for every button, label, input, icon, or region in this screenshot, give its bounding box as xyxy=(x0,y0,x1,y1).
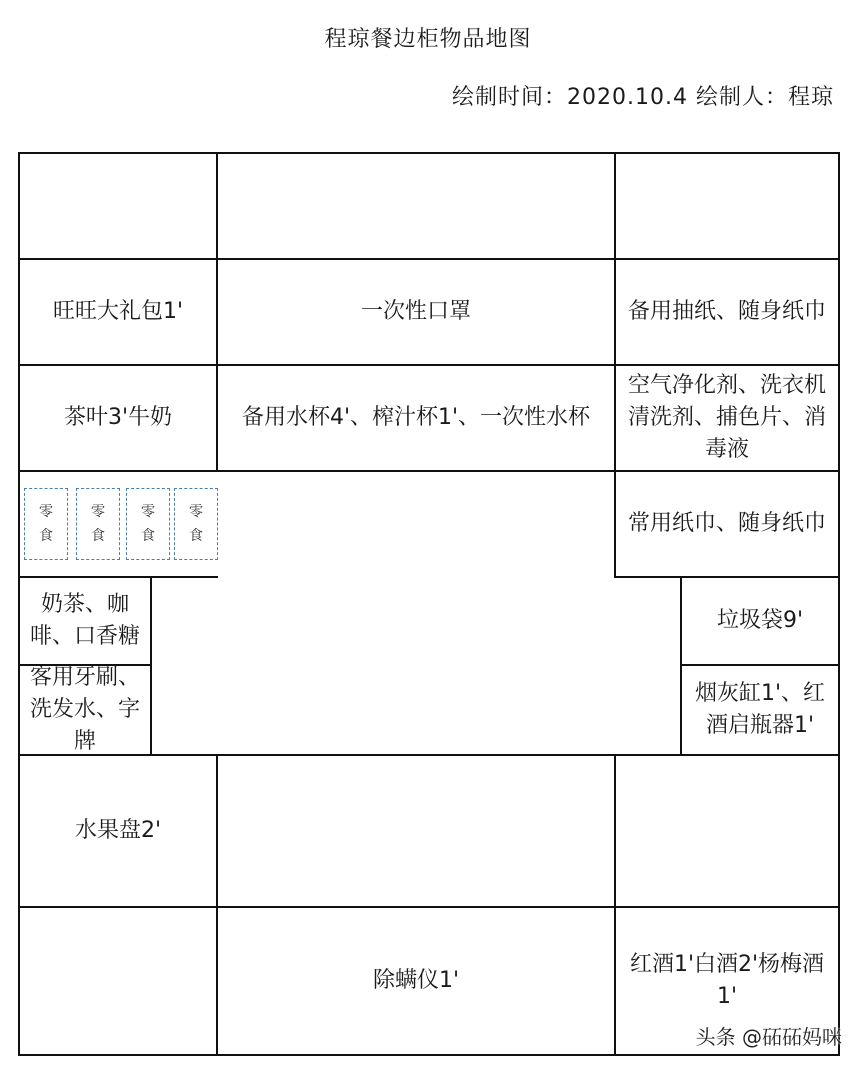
cell-r1-mid xyxy=(216,152,616,260)
cell-r3-left: 茶叶3'牛奶 xyxy=(18,364,218,472)
cell-r7-right xyxy=(614,754,840,908)
snack-label-top: 零 xyxy=(141,504,155,520)
cell-r8-right: 红酒1'白酒2'杨梅酒1' xyxy=(614,906,840,1056)
snack-label-top: 零 xyxy=(39,504,53,520)
cell-r2-left: 旺旺大礼包1' xyxy=(18,258,218,366)
cell-r5-right: 垃圾袋9' xyxy=(680,576,840,666)
cell-r2-mid: 一次性口罩 xyxy=(216,258,616,366)
snack-label-bottom: 食 xyxy=(91,528,105,544)
snack-label-bottom: 食 xyxy=(39,528,53,544)
cell-r2-right: 备用抽纸、随身纸巾 xyxy=(614,258,840,366)
cell-r3-right: 空气净化剂、洗衣机清洗剂、捕色片、消毒液 xyxy=(614,364,840,472)
cell-r1-right xyxy=(614,152,840,260)
cell-r6-right: 烟灰缸1'、红酒启瓶器1' xyxy=(680,664,840,756)
snack-label-bottom: 食 xyxy=(189,528,203,544)
snack-label xyxy=(174,488,218,560)
cell-r3-mid: 备用水杯4'、榨汁杯1'、一次性水杯 xyxy=(216,364,616,472)
cell-r4-right: 常用纸巾、随身纸巾 xyxy=(614,470,840,578)
cell-r7-mid xyxy=(216,754,616,908)
snack-label xyxy=(24,488,68,560)
cell-r5-left: 奶茶、咖啡、口香糖 xyxy=(18,576,152,666)
drawing-meta: 绘制时间：2020.10.4 绘制人：程琼 xyxy=(452,85,834,110)
cell-r8-left xyxy=(18,906,218,1056)
cell-r1-left xyxy=(18,152,218,260)
snack-label xyxy=(76,488,120,560)
snack-label-top: 零 xyxy=(189,504,203,520)
cell-r6-left: 客用牙刷、洗发水、字牌 xyxy=(18,664,152,756)
cell-r8-mid: 除螨仪1' xyxy=(216,906,616,1056)
cell-r7-left: 水果盘2' xyxy=(18,754,218,908)
page-title: 程琼餐边柜物品地图 xyxy=(324,27,532,52)
snack-label xyxy=(126,488,170,560)
snack-label-top: 零 xyxy=(91,504,105,520)
snack-label-bottom: 食 xyxy=(141,528,155,544)
watermark: 头条 @砳砳妈咪 xyxy=(695,1025,842,1049)
